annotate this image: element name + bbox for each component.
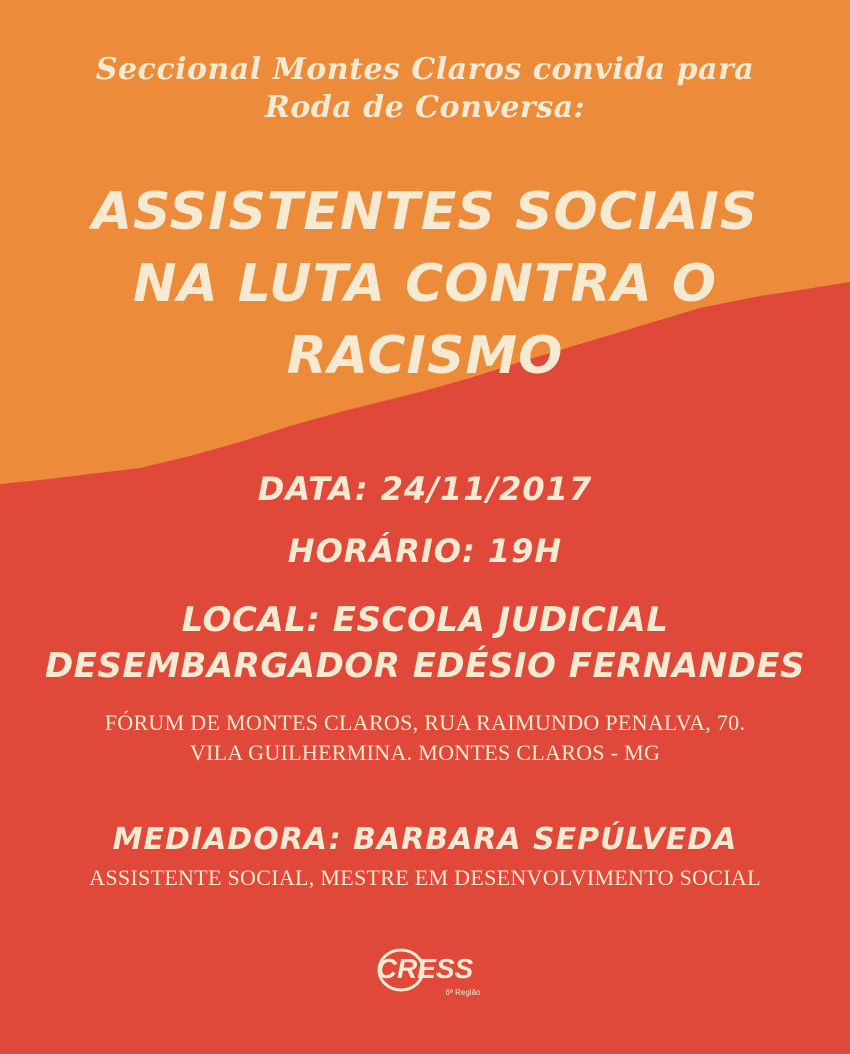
cress-logo [367,940,483,1000]
event-location-line-2: DESEMBARGADOR EDÉSIO FERNANDES [44,646,806,686]
invite-line-1: Seccional Montes Claros convida para [95,52,755,87]
logo-text: CRESS [376,953,474,984]
invite-line-2: Roda de Conversa: [264,90,586,125]
event-date: DATA: 24/11/2017 [257,470,593,508]
mediator-description: ASSISTENTE SOCIAL, MESTRE EM DESENVOLVIMENTO SOCIAL [89,865,761,890]
mediator-name: MEDIADORA: BARBARA SEPÚLVEDA [112,822,738,857]
title-line-2: NA LUTA CONTRA O [132,254,718,314]
event-time: HORÁRIO: 19H [287,532,563,570]
title-line-3: RACISMO [286,326,564,386]
event-location-line-1: LOCAL: ESCOLA JUDICIAL [181,600,669,640]
title-line-1: ASSISTENTES SOCIAIS [91,182,759,242]
logo-subtext: 6ª Região [445,988,481,997]
event-address-line-1: FÓRUM DE MONTES CLAROS, RUA RAIMUNDO PENALVA, 70. [104,710,746,735]
event-address-line-2: VILA GUILHERMINA. MONTES CLAROS - MG [189,740,661,765]
